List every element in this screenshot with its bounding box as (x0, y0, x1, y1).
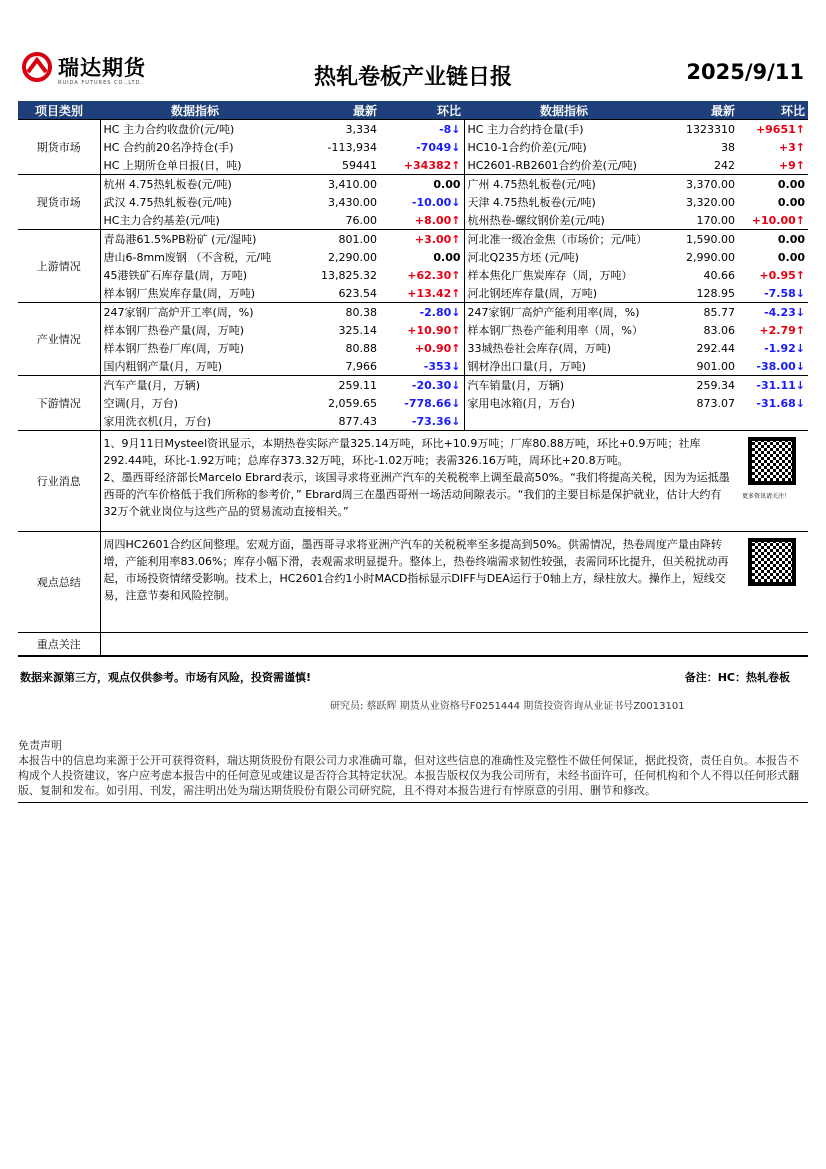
indicator-name: 汽车销量(月，万辆) (464, 376, 664, 395)
data-source-note: 数据来源第三方，观点仅供参考。市场有风险，投资需谨慎! (20, 671, 312, 684)
table-row (18, 376, 808, 395)
table-row (18, 321, 808, 339)
latest-value: 873.07 (696, 396, 735, 410)
summary-text: 周四HC2601合约区间整理。宏观方面，墨西哥寻求将亚洲产汽车的关税税率至多提高到50%。供需情况，热卷周度产量由降转增，产能利用率83.06%；库存小幅下滑，表观需求明显提升。整体上，热卷终端需求韧性较强，表需同环比提升，但关税扰动再起，市场投资情绪受影响。技术上，HC2601合约1小时MACD指标显示DIFF与DEA运行于0轴上方，绿柱放大。操作上，短线交易，注意节奏和风险控制。 (100, 532, 738, 633)
qr-code-icon (748, 538, 796, 586)
latest-value: 2,990.00 (686, 250, 735, 264)
latest-value: 259.34 (664, 376, 738, 395)
latest-value: 3,410.00 (290, 175, 380, 194)
summary-qr-cell (738, 532, 808, 633)
change-value: +2.79↑ (759, 323, 805, 337)
category-label: 下游情况 (18, 376, 100, 431)
table-row (18, 266, 808, 284)
disclaimer-title: 免责声明 (18, 739, 62, 752)
latest-value: 2,059.65 (328, 396, 377, 410)
news-row (18, 431, 808, 532)
change-value: +13.42↑ (380, 284, 464, 303)
news-paragraph-2: 2、墨西哥经济部长Marcelo Ebrard表示，该国寻求将亚洲产汽车的关税税率上调至最高50%。“我们将提高关税，因为为运抵墨西哥的汽车价格低于我们所称的参考价，” Ebrard周三在墨西哥州一场活动间隙表示。“我们的主要目标是保护就业，估计大约有32万个就业岗位与这些产品的贸易流动直接相关。” (103, 471, 730, 518)
indicator-name: 45港铁矿石库存量(周，万吨) (103, 269, 248, 282)
report-date: 2025/9/11 (686, 60, 804, 84)
summary-row (18, 532, 808, 633)
latest-value: 59441 (342, 158, 377, 172)
latest-value: 80.38 (290, 303, 380, 322)
latest-value: 38 (721, 140, 735, 154)
change-value: 0.00 (777, 195, 805, 209)
latest-value: -113,934 (327, 140, 377, 154)
indicator-name: 247家钢厂高炉开工率(周，%) (100, 303, 290, 322)
header-latest-2: 最新 (664, 101, 738, 120)
indicator-name: 家用电冰箱(月，万台) (467, 397, 576, 410)
qr-label: 更多资讯请关注！ (742, 493, 791, 500)
table-row (18, 138, 808, 156)
table-row (18, 211, 808, 230)
header-change: 环比 (380, 101, 464, 120)
table-row (18, 230, 808, 249)
indicator-name: HC 合约前20名净持仓(手) (103, 141, 234, 154)
table-header-row (18, 101, 808, 120)
change-value: +10.00↑ (751, 213, 805, 227)
indicator-name: 国内粗钢产量(月，万吨) (103, 360, 223, 373)
change-value: -2.80↓ (380, 303, 464, 322)
indicator-name: 247家钢厂高炉产能利用率(周，%) (464, 303, 664, 322)
brand-name: 瑞达期货 (58, 56, 146, 80)
indicator-name: 天津 4.75热轧板卷(元/吨) (467, 196, 596, 209)
latest-value: 901.00 (696, 359, 735, 373)
indicator-name: 唐山6-8mm废钢 （不含税，元/吨 (103, 251, 272, 264)
change-value: +0.95↑ (759, 268, 805, 282)
report-title: 热轧卷板产业链日报 (313, 65, 512, 90)
latest-value: 80.88 (345, 341, 377, 355)
indicator-name: 样本钢厂热卷厂库(周，万吨) (103, 342, 245, 355)
news-category: 行业消息 (18, 431, 100, 532)
latest-value: 877.43 (338, 414, 377, 428)
report-header (18, 48, 808, 98)
data-table (18, 101, 808, 657)
change-value: +9↑ (778, 158, 805, 172)
change-value: -7049↓ (380, 138, 464, 156)
indicator-name: 武汉 4.75热轧板卷(元/吨) (103, 196, 232, 209)
focus-category: 重点关注 (18, 633, 100, 657)
category-label: 期货市场 (18, 120, 100, 175)
table-row (18, 303, 808, 322)
indicator-name: 杭州热卷-螺纹钢价差(元/吨) (467, 214, 605, 227)
remark-note: 备注：HC：热轧卷板 (684, 671, 790, 684)
change-value: +34382↑ (380, 156, 464, 175)
change-value: +62.30↑ (380, 266, 464, 284)
latest-value: 83.06 (703, 323, 735, 337)
indicator-name: HC2601-RB2601合约价差(元/吨) (467, 159, 637, 172)
table-row (18, 120, 808, 139)
indicator-name: HC主力合约基差(元/吨) (103, 214, 220, 227)
summary-category: 观点总结 (18, 532, 100, 633)
latest-value: 1323310 (664, 120, 738, 139)
analyst-info: 研究员: 蔡跃辉 期货从业资格号F0251444 期货投资咨询从业证书号Z0013101 (330, 701, 685, 712)
change-value: -7.58↓ (764, 286, 805, 300)
latest-value: 13,825.32 (321, 268, 377, 282)
table-row (18, 156, 808, 175)
header-indicator: 数据指标 (100, 101, 290, 120)
indicator-name: 河北钢坯库存量(周，万吨) (467, 287, 598, 300)
change-value: +8.00↑ (380, 211, 464, 230)
latest-value: 3,430.00 (328, 195, 377, 209)
change-value: 0.00 (738, 175, 808, 194)
brand-en-name: RUIDA FUTURES CO.,LTD. (58, 80, 144, 86)
change-value: -31.68↓ (756, 396, 805, 410)
latest-value: 325.14 (338, 323, 377, 337)
indicator-name: 汽车产量(月，万辆) (100, 376, 290, 395)
change-value: -10.00↓ (380, 193, 464, 211)
news-paragraph-1: 1、9月11日Mysteel资讯显示，本期热卷实际产量325.14万吨，环比+10.9万吨；厂库80.88万吨，环比+0.9万吨；社库292.44吨，环比-1.92万吨；总库存373.32万吨，环比-1.02万吨；表需326.16万吨，周环比+20.8万吨。 (103, 437, 701, 467)
latest-value: 40.66 (703, 268, 735, 282)
latest-value (664, 412, 738, 431)
change-value: -20.30↓ (380, 376, 464, 395)
indicator-name: 河北Q235方坯 (元/吨) (467, 251, 579, 264)
indicator-name: 样本钢厂热卷产量(周，万吨) (103, 324, 245, 337)
change-value: -8↓ (380, 120, 464, 139)
indicator-name: HC 上期所仓单日报(日，吨) (103, 159, 242, 172)
qr-code-icon (748, 437, 796, 485)
focus-text (100, 633, 808, 657)
header-latest: 最新 (290, 101, 380, 120)
change-value: 0.00 (380, 248, 464, 266)
change-value: 0.00 (738, 230, 808, 249)
category-label: 现货市场 (18, 175, 100, 230)
indicator-name: HC 主力合约收盘价(元/吨) (100, 120, 290, 139)
latest-value: 170.00 (696, 213, 735, 227)
table-row (18, 248, 808, 266)
indicator-name (464, 412, 664, 431)
latest-value: 3,320.00 (686, 195, 735, 209)
change-value: -778.66↓ (380, 394, 464, 412)
latest-value: 3,370.00 (664, 175, 738, 194)
disclaimer-block (18, 738, 808, 803)
indicator-name: 样本钢厂焦炭库存量(周，万吨) (103, 287, 256, 300)
change-value: -73.36↓ (380, 412, 464, 431)
change-value: +3.00↑ (380, 230, 464, 249)
indicator-name: 样本焦化厂焦炭库存（周，万吨） (467, 269, 633, 282)
change-value: 0.00 (777, 250, 805, 264)
table-row (18, 412, 808, 431)
change-value: +9651↑ (738, 120, 808, 139)
change-value: -38.00↓ (756, 359, 805, 373)
latest-value: 76.00 (345, 213, 377, 227)
table-row (18, 339, 808, 357)
table-row (18, 394, 808, 412)
table-row (18, 175, 808, 194)
change-value: +3↑ (778, 140, 805, 154)
category-label: 上游情况 (18, 230, 100, 303)
change-value (738, 412, 808, 431)
news-qr-cell (738, 431, 808, 532)
latest-value: 1,590.00 (664, 230, 738, 249)
indicator-name: 青岛港61.5%PB粉矿 (元/湿吨) (100, 230, 290, 249)
latest-value: 292.44 (696, 341, 735, 355)
latest-value: 801.00 (290, 230, 380, 249)
indicator-name: 样本钢厂热卷产能利用率（周，%） (467, 324, 643, 337)
change-value: +0.90↑ (380, 339, 464, 357)
header-indicator-2: 数据指标 (464, 101, 664, 120)
table-row (18, 284, 808, 303)
indicator-name: 杭州 4.75热轧板卷(元/吨) (100, 175, 290, 194)
indicator-name: 钢材净出口量(月，万吨) (467, 360, 587, 373)
focus-row (18, 633, 808, 657)
latest-value: 7,966 (345, 359, 377, 373)
change-value: -353↓ (380, 357, 464, 376)
indicator-name: 空调(月，万台) (103, 397, 179, 410)
category-label: 产业情况 (18, 303, 100, 376)
indicator-name: 33城热卷社会库存(周，万吨) (467, 342, 612, 355)
table-row (18, 357, 808, 376)
change-value: -31.11↓ (738, 376, 808, 395)
change-value: -1.92↓ (764, 341, 805, 355)
indicator-name: 广州 4.75热轧板卷(元/吨) (464, 175, 664, 194)
header-change-2: 环比 (738, 101, 808, 120)
header-category: 项目类别 (18, 101, 100, 120)
latest-value: 3,334 (290, 120, 380, 139)
table-row (18, 193, 808, 211)
indicator-name: 河北准一级冶金焦（市场价；元/吨） (464, 230, 664, 249)
indicator-name: HC10-1合约价差(元/吨) (467, 141, 587, 154)
news-text (100, 431, 738, 532)
indicator-name: 家用洗衣机(月，万台) (103, 415, 212, 428)
disclaimer-text: 本报告中的信息均来源于公开可获得资料，瑞达期货股份有限公司力求准确可靠，但对这些信息的准确性及完整性不做任何保证，据此投资，责任自负。本报告不构成个人投资建议，客户应考虑本报告中的任何意见或建议是否符合其特定状况。本报告版权仅为我公司所有，未经书面许可，任何机构和个人不得以任何形式翻版、复制和发布。如引用、刊发，需注明出处为瑞达期货股份有限公司研究院，且不得对本报告进行有悖原意的引用、删节和修改。 (18, 754, 799, 797)
latest-value: 259.11 (290, 376, 380, 395)
change-value: 0.00 (380, 175, 464, 194)
change-value: -4.23↓ (738, 303, 808, 322)
latest-value: 242 (714, 158, 735, 172)
latest-value: 128.95 (696, 286, 735, 300)
change-value: +10.90↑ (380, 321, 464, 339)
latest-value: 623.54 (338, 286, 377, 300)
latest-value: 2,290.00 (328, 250, 377, 264)
indicator-name: HC 主力合约持仓量(手) (464, 120, 664, 139)
latest-value: 85.77 (664, 303, 738, 322)
